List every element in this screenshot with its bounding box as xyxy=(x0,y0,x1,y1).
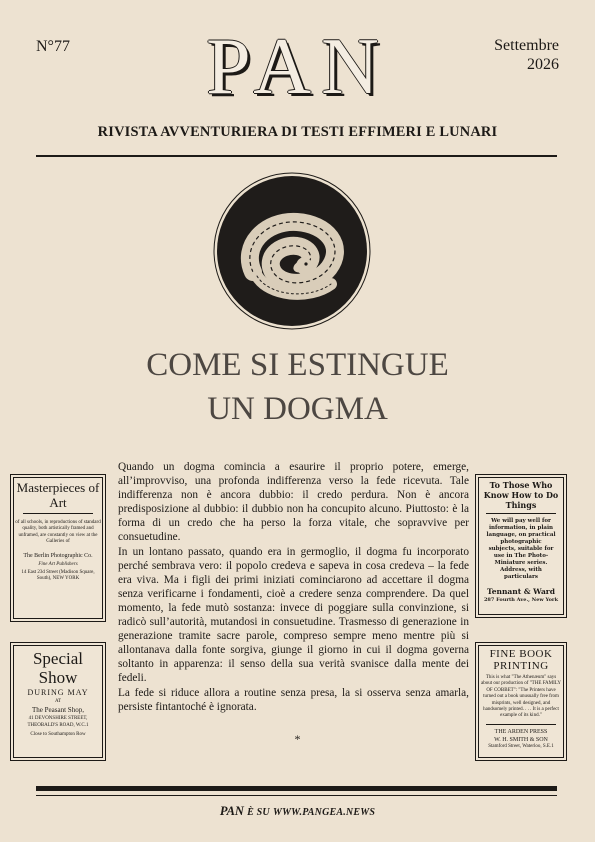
ad-to-those-who-know xyxy=(475,474,567,618)
ad-body: We will pay well for information, in plain language, on practical photographic subjects, suitable for use in The Photo-Miniature series. Address, with particulars xyxy=(486,518,556,580)
ad-title-line-2: Show xyxy=(38,668,78,687)
ad-title: To Those Who Know How to Do Things xyxy=(483,480,559,510)
serpent-medallion-icon xyxy=(213,172,371,330)
ad-period: DURING MAY xyxy=(27,688,89,697)
ad-masterpieces-of-art xyxy=(10,474,106,622)
footer-url-link[interactable]: WWW.PANGEA.NEWS xyxy=(272,807,376,818)
ad-address: Stamford Street, Waterloo, S.E.1 xyxy=(488,743,554,749)
article-body xyxy=(118,460,469,714)
ad-body: This is what "The Athenæum" says about our production of "THE FAMILY OF COBBET": "The Printers have turned out a book unusually free from misprints, well designed, and handsomely printed. . . . It is a perfect example of its kind." xyxy=(481,675,561,719)
ad-fine-book-printing xyxy=(475,642,567,761)
ad-body: of all schools, in reproductions of standard quality, both artistically framed and unframed, are constantly on view at the Galleries of xyxy=(15,520,101,545)
ad-divider xyxy=(486,513,556,514)
ad-note: Close to Southampton Row xyxy=(30,732,86,738)
ad-title-line-1: Special xyxy=(32,649,84,668)
header-divider xyxy=(36,155,557,157)
issue-year: 2026 xyxy=(527,56,559,73)
ad-address: 287 Fourth Ave., New York xyxy=(483,597,559,603)
ad-street: 41 DEVONSHIRE STREET, THEOBALD'S ROAD, W.C.1 xyxy=(27,716,89,728)
headline-line-2: UN DOGMA xyxy=(207,391,388,427)
ad-at: AT xyxy=(54,699,62,704)
footer-text: È SU xyxy=(247,807,270,818)
ad-tagline: Fine Art Publishers xyxy=(38,561,78,567)
ad-title-line-2: PRINTING xyxy=(493,660,549,672)
article-paragraph: La fede si riduce allora a routine senza presa, la si osserva senza amarla, persiste fintantoché è ignorata. xyxy=(118,686,469,713)
article-end-separator: * xyxy=(294,732,301,746)
issue-number: N°77 xyxy=(36,38,70,55)
footer-divider-thick xyxy=(36,786,557,791)
article-paragraph: Quando un dogma comincia a esaurire il proprio potere, emerge, all’improvviso, una profonda indifferenza verso la fede ricevuta. Tale indifferenza non è ancora dubbio: il credo perdura. Non è ancora predisposizione al dubbio: il dubbio non ha concupito alcuno. Piuttosto: è la forma di un credo che ha perso la forza vitale, che sopravvive per consuetudine. xyxy=(118,461,469,544)
ad-seller: W. H. SMITH & SON xyxy=(494,736,548,743)
issue-month: Settembre xyxy=(494,37,559,54)
ad-company: The Berlin Photographic Co. xyxy=(23,552,93,559)
ad-company: Tennant & Ward xyxy=(487,587,555,596)
ad-address: 14 East 23d Street (Madison Square, South), NEW YORK xyxy=(21,570,95,582)
footer-brand: PAN xyxy=(219,804,244,818)
article-paragraph: In un lontano passato, quando era in germoglio, il dogma fu incorporato perché sembrava vero: il popolo credeva e sapeva in cosa credeva – la fede era viva. Ma i figli dei primi iniziati cominciarono ad accettare il dogma senza verificarne i fondamenti, cioè a credere senza comprendere. Da quel momento, la fede mutò sostanza: invece di poggiare sulla convinzione, si radicò sull’autorità, mutandosi in consuetudine. Trasmesso di generazione in generazione tramite sacre parole, compreso sempre meno mentre più si allontanava dalla fonte sorgiva, giunge il giorno in cui il dogma governa soltanto in apparenza: il senso della sua verità svanisce dalla mente dei fedeli. xyxy=(118,545,469,685)
ad-divider xyxy=(23,513,93,514)
headline-line-1: COME SI ESTINGUE xyxy=(146,347,449,383)
masthead-subtitle: RIVISTA AVVENTURIERA DI TESTI EFFIMERI E LUNARI xyxy=(97,124,498,140)
footer-divider-thin xyxy=(36,795,557,796)
masthead-title: PAN xyxy=(206,23,389,111)
ad-press: THE ARDEN PRESS xyxy=(494,728,548,735)
article-headline xyxy=(0,343,595,431)
ad-special-show xyxy=(10,642,106,761)
ad-shop: The Peasant Shop, xyxy=(32,706,84,715)
ad-title: Masterpieces of Art xyxy=(16,480,100,510)
ad-title-line-1: FINE BOOK xyxy=(489,648,553,660)
footer-line xyxy=(0,804,595,819)
ad-divider xyxy=(486,724,556,725)
